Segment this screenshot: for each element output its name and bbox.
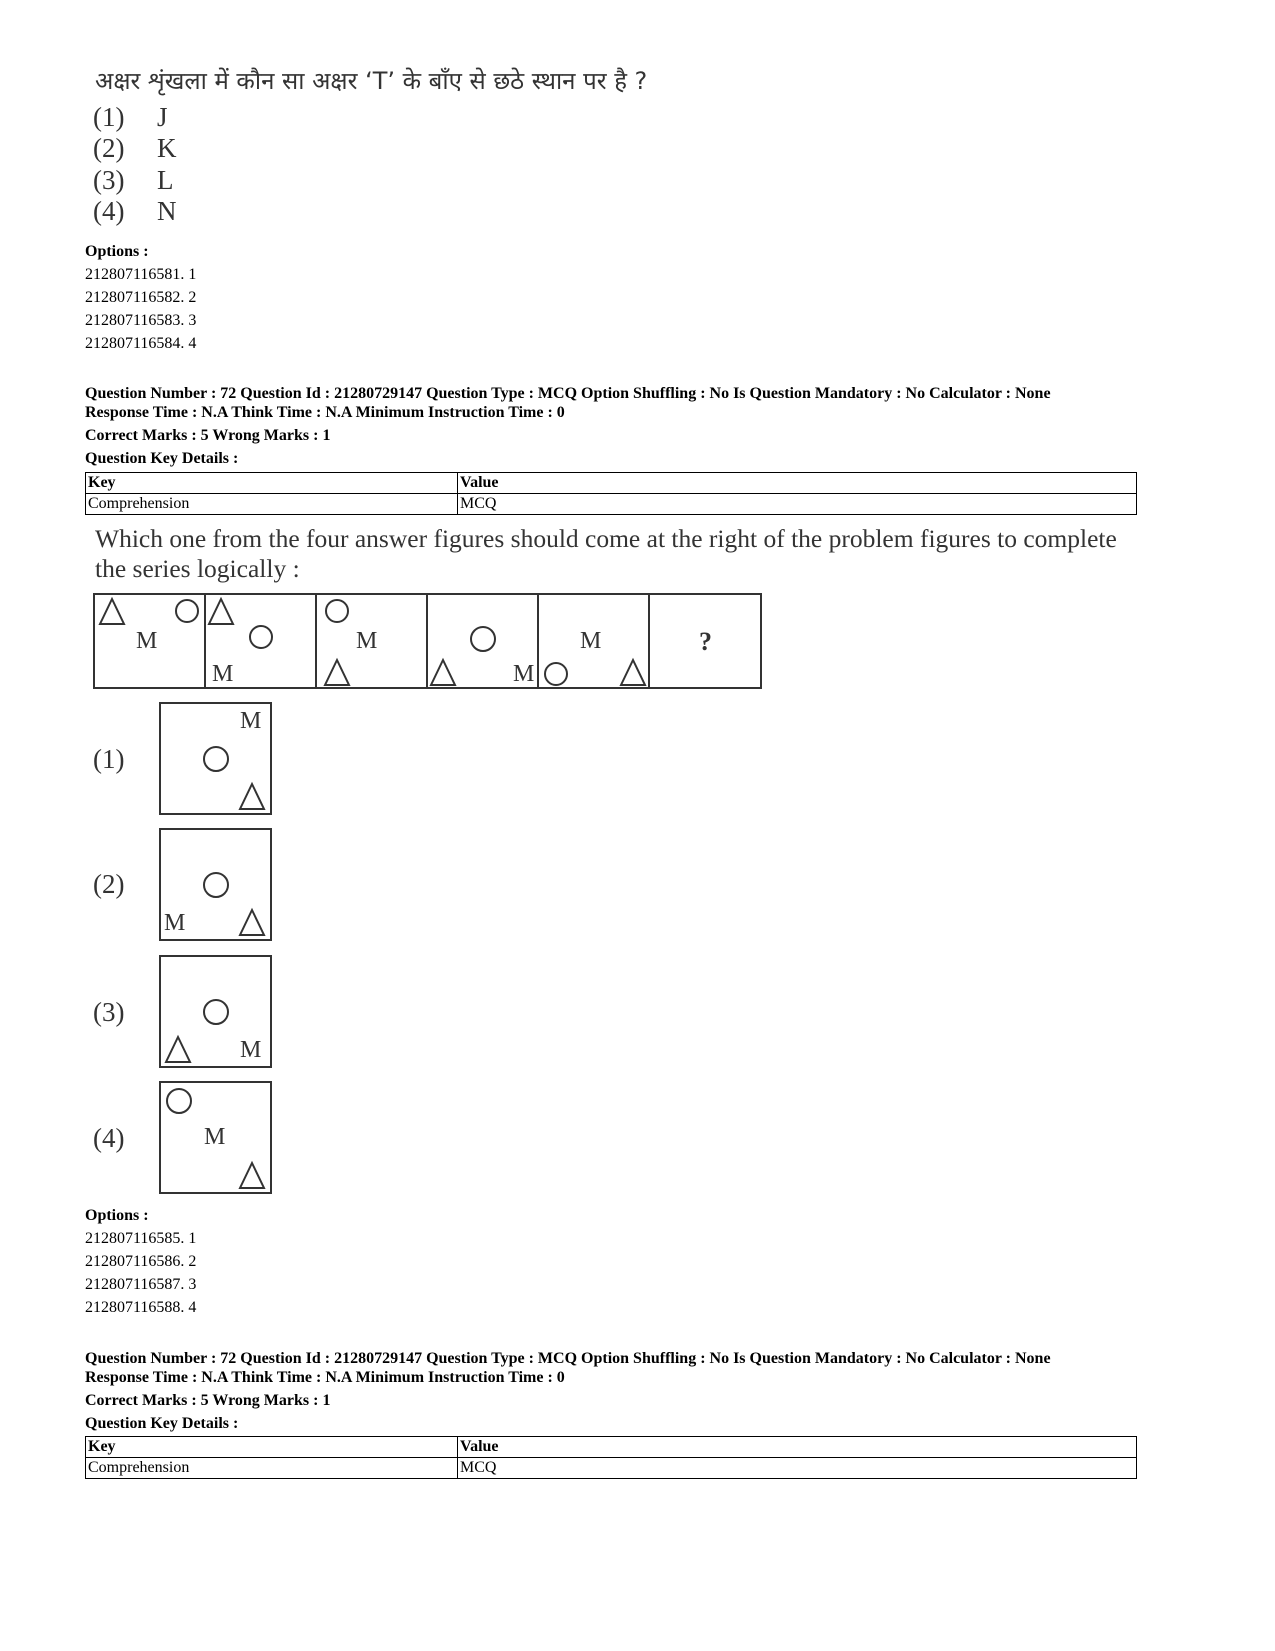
table-header-value: Value bbox=[458, 473, 1137, 494]
question-meta-line2: Response Time : N.A Think Time : N.A Minimum Instruction Time : 0 bbox=[85, 1369, 565, 1386]
key-details-label: Question Key Details : bbox=[85, 1415, 239, 1432]
options-label: Options : bbox=[85, 243, 149, 260]
choice-number: (1) bbox=[93, 102, 125, 132]
answer-figure-1 bbox=[158, 701, 274, 817]
question-meta-line2: Response Time : N.A Think Time : N.A Minimum Instruction Time : 0 bbox=[85, 404, 565, 421]
option-item: 212807116587. 3 bbox=[85, 1276, 197, 1293]
circle-icon bbox=[471, 627, 495, 651]
key-details-label: Question Key Details : bbox=[85, 450, 239, 467]
circle-icon bbox=[204, 873, 228, 897]
figure-letter: M bbox=[240, 708, 262, 734]
triangle-icon bbox=[240, 910, 264, 935]
table-row bbox=[86, 494, 1137, 515]
table-cell-value: MCQ bbox=[458, 494, 1137, 515]
choice-number: (2) bbox=[93, 133, 125, 163]
question-mark: ? bbox=[699, 627, 712, 656]
question-text-hindi: अक्षर शृंखला में कौन सा अक्षर ‘T’ के बाँए से छठे स्थान पर है ? bbox=[95, 67, 648, 95]
triangle-icon bbox=[240, 1163, 264, 1188]
answer-label-4: (4) bbox=[93, 1123, 125, 1153]
choice-2 bbox=[93, 133, 177, 164]
figure-letter: M bbox=[513, 661, 535, 687]
table-cell-value: MCQ bbox=[458, 1458, 1137, 1479]
figure-letter: M bbox=[580, 628, 602, 654]
table-row bbox=[86, 1458, 1137, 1479]
choice-text: J bbox=[157, 102, 168, 132]
circle-icon bbox=[326, 600, 348, 622]
marks-line: Correct Marks : 5 Wrong Marks : 1 bbox=[85, 1392, 331, 1409]
option-item: 212807116581. 1 bbox=[85, 266, 197, 283]
figure-letter: M bbox=[212, 661, 234, 687]
triangle-icon bbox=[240, 784, 264, 809]
option-item: 212807116582. 2 bbox=[85, 289, 197, 306]
circle-icon bbox=[167, 1089, 191, 1113]
choice-3 bbox=[93, 165, 174, 196]
circle-icon bbox=[545, 663, 567, 685]
question-text-line2: the series logically : bbox=[95, 554, 300, 583]
choice-1 bbox=[93, 102, 168, 133]
table-cell-key: Comprehension bbox=[86, 494, 458, 515]
options-label: Options : bbox=[85, 1207, 149, 1224]
figure-letter: M bbox=[204, 1124, 226, 1150]
triangle-icon bbox=[209, 599, 233, 624]
table-cell-key: Comprehension bbox=[86, 1458, 458, 1479]
option-item: 212807116586. 2 bbox=[85, 1253, 197, 1270]
marks-line: Correct Marks : 5 Wrong Marks : 1 bbox=[85, 427, 331, 444]
choice-4 bbox=[93, 196, 177, 227]
table-row bbox=[86, 1437, 1137, 1458]
question-text-line1: Which one from the four answer figures should come at the right of the problem figures to complete bbox=[95, 524, 1117, 553]
triangle-icon bbox=[166, 1037, 190, 1062]
key-details-table bbox=[85, 472, 1137, 515]
circle-icon bbox=[176, 600, 198, 622]
option-item: 212807116588. 4 bbox=[85, 1299, 197, 1316]
choice-number: (4) bbox=[93, 196, 125, 226]
figure-letter: M bbox=[136, 628, 158, 654]
choice-text: K bbox=[157, 133, 177, 163]
table-header-key: Key bbox=[86, 473, 458, 494]
choice-text: N bbox=[157, 196, 177, 226]
choice-text: L bbox=[157, 165, 174, 195]
figure-letter: M bbox=[164, 910, 186, 936]
circle-icon bbox=[250, 626, 272, 648]
option-item: 212807116584. 4 bbox=[85, 335, 197, 352]
triangle-icon bbox=[431, 660, 455, 685]
answer-label-1: (1) bbox=[93, 744, 125, 774]
answer-label-2: (2) bbox=[93, 869, 125, 899]
key-details-table bbox=[85, 1436, 1137, 1479]
problem-figures bbox=[92, 592, 764, 692]
triangle-icon bbox=[621, 660, 645, 685]
answer-label-3: (3) bbox=[93, 997, 125, 1027]
option-item: 212807116585. 1 bbox=[85, 1230, 197, 1247]
circle-icon bbox=[204, 747, 228, 771]
question-meta-line1: Question Number : 72 Question Id : 21280729147 Question Type : MCQ Option Shuffling : No Is Question Mandatory : No Calculator : None bbox=[85, 385, 1051, 402]
triangle-icon bbox=[325, 660, 349, 685]
answer-figure-2 bbox=[158, 827, 274, 943]
question-text bbox=[95, 524, 1245, 584]
options-block bbox=[85, 240, 196, 355]
circle-icon bbox=[204, 1000, 228, 1024]
figure-letter: M bbox=[240, 1037, 262, 1063]
table-row bbox=[86, 473, 1137, 494]
answer-figure-4 bbox=[158, 1080, 274, 1196]
question-meta-line1: Question Number : 72 Question Id : 21280729147 Question Type : MCQ Option Shuffling : No Is Question Mandatory : No Calculator : None bbox=[85, 1350, 1051, 1367]
triangle-icon bbox=[100, 599, 124, 624]
table-header-value: Value bbox=[458, 1437, 1137, 1458]
option-item: 212807116583. 3 bbox=[85, 312, 197, 329]
table-header-key: Key bbox=[86, 1437, 458, 1458]
figure-letter: M bbox=[356, 628, 378, 654]
answer-figure-3 bbox=[158, 954, 274, 1070]
choice-number: (3) bbox=[93, 165, 125, 195]
options-block bbox=[85, 1204, 196, 1319]
